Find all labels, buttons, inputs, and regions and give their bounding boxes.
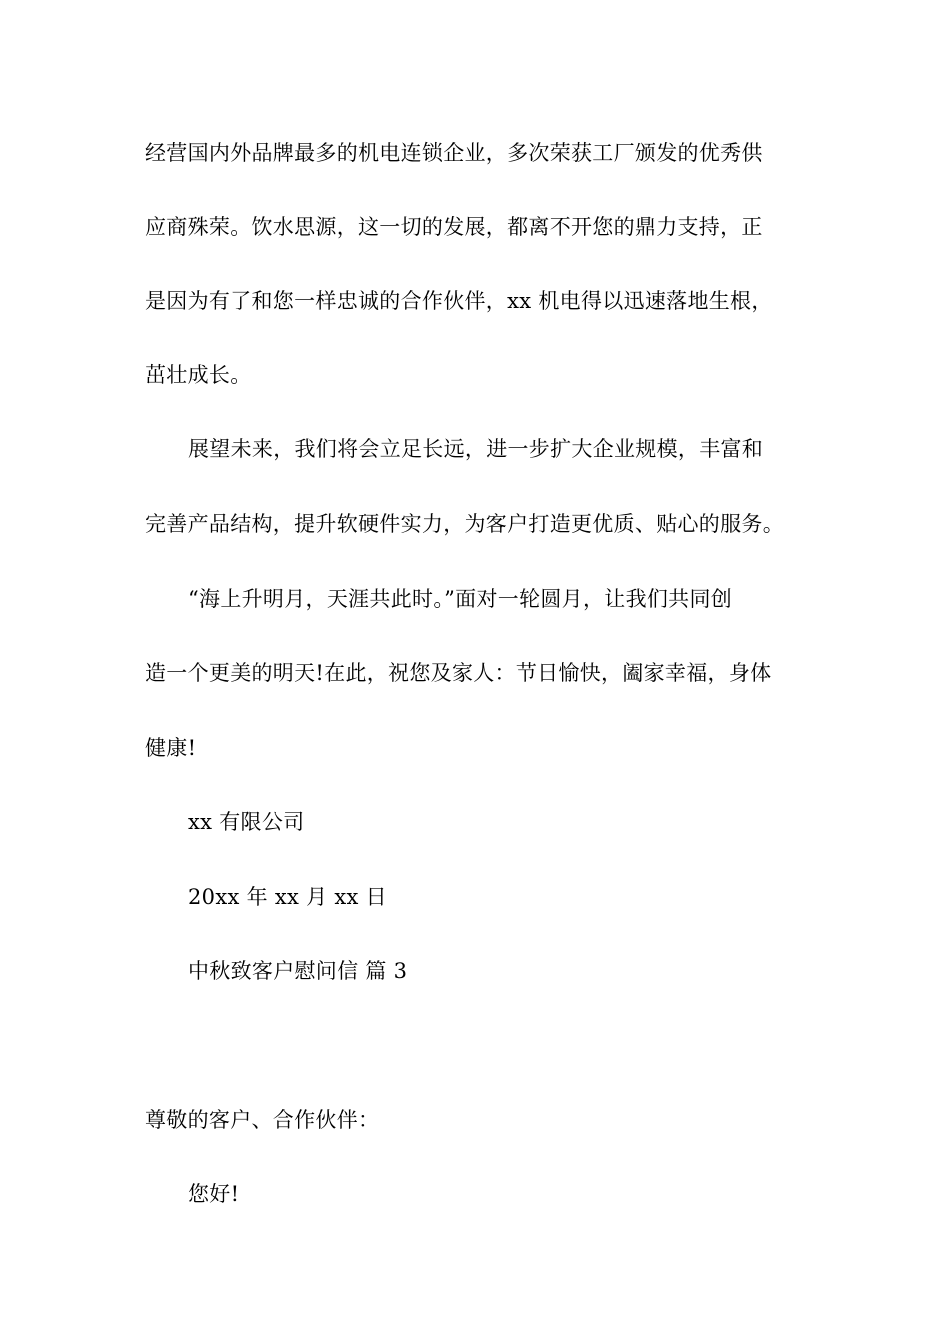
paragraph-line: 茁壮成长。 [145,363,252,387]
signature-date: 20xx 年 xx 月 xx 日 [188,885,387,909]
paragraph-line: 造一个更美的明天!在此，祝您及家人：节日愉快，阖家幸福，身体 [145,661,772,685]
section-heading: 中秋致客户慰问信 篇 3 [188,959,408,983]
paragraph-line: 是因为有了和您一样忠诚的合作伙伴，xx 机电得以迅速落地生根， [145,289,773,313]
paragraph-line: 健康! [145,736,197,760]
greeting: 您好! [188,1182,240,1206]
signature-company: xx 有限公司 [188,810,305,834]
salutation: 尊敬的客户、合作伙伴： [145,1108,380,1132]
paragraph-line: 经营国内外品牌最多的机电连锁企业，多次荣获工厂颁发的优秀供 [145,141,763,165]
quote-line: “海上升明月，天涯共此时。”面对一轮圆月，让我们共同创 [188,587,733,611]
paragraph-line: 展望未来，我们将会立足长远，进一步扩大企业规模，丰富和 [188,437,764,461]
paragraph-line: 完善产品结构，提升软硬件实力，为客户打造更优质、贴心的服务。 [145,512,784,536]
paragraph-line: 应商殊荣。饮水思源，这一切的发展，都离不开您的鼎力支持，正 [145,215,763,239]
